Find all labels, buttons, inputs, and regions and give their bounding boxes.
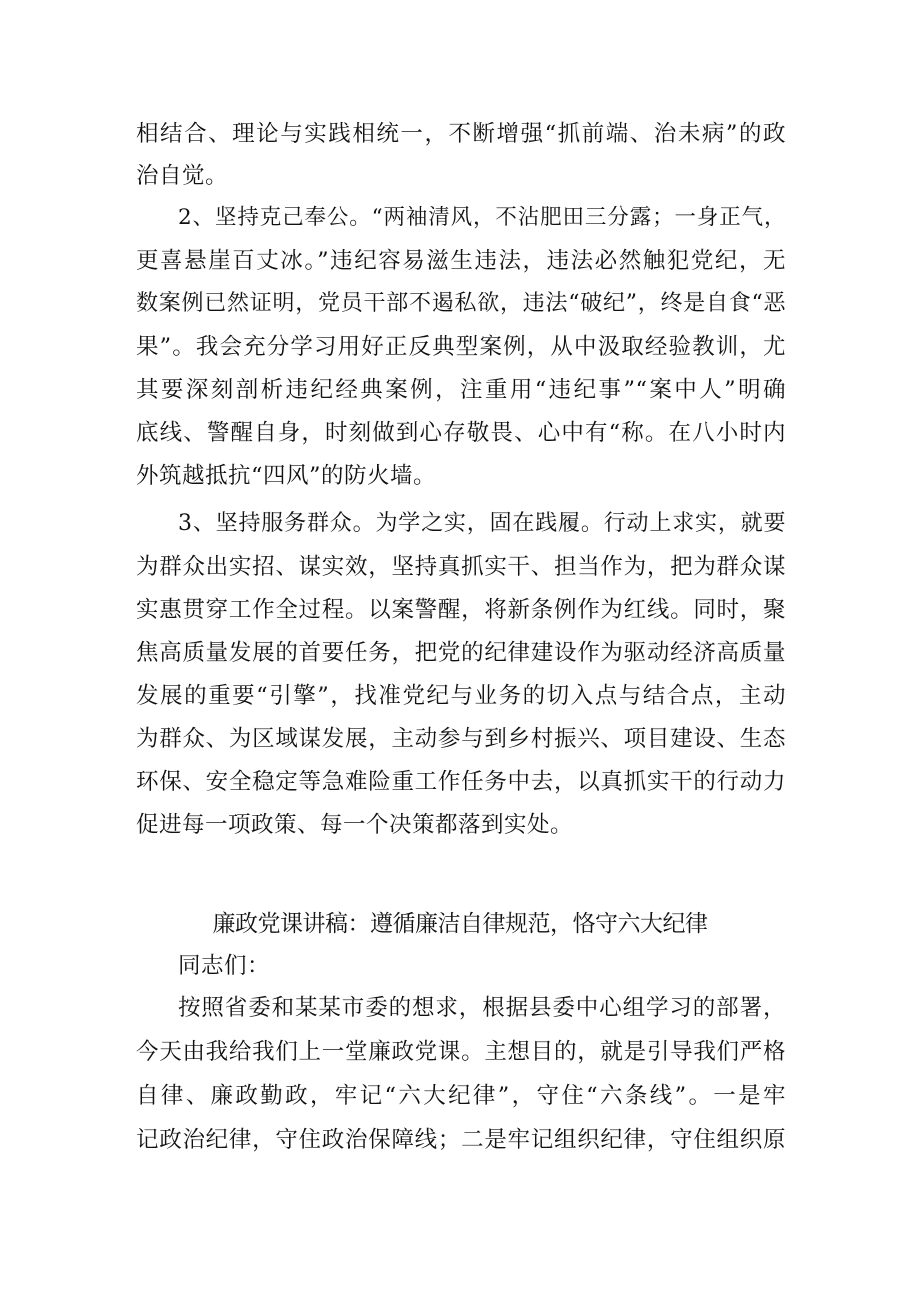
para3-line-6: 为群众、为区域谋发展，主动参与到乡村振兴、项目建设、生态 <box>136 726 786 752</box>
para3-line-5: 发展的重要“引擎”，找准党纪与业务的切入点与结合点，主动 <box>136 683 786 709</box>
para3-line-3: 实惠贯穿工作全过程。以案警醒，将新条例作为红线。同时，聚 <box>136 597 786 623</box>
para4-line-1: 按照省委和某某市委的想求，根据县委中心组学习的部署， <box>178 995 786 1021</box>
section-title: 廉政党课讲稿：遵循廉洁自律规范，恪守六大纪律 <box>212 911 708 937</box>
para1-line-1: 相结合、理论与实践相统一，不断增强“抓前端、治未病”的政 <box>136 121 786 147</box>
para3-line-4: 焦高质量发展的首要任务，把党的纪律建设作为驱动经济高质量 <box>136 640 786 666</box>
para3-line-2: 为群众出实招、谋实效，坚持真抓实干、担当作为，把为群众谋 <box>136 554 786 580</box>
para4-line-4: 记政治纪律，守住政治保障线；二是牢记组织纪律，守住组织原 <box>136 1127 786 1153</box>
para2-line-4: 果”。我会充分学习用好正反典型案例，从中汲取经验教训，尤 <box>136 334 786 360</box>
para2-line-5: 其要深刻剖析违纪经典案例，注重用“违纪事”“案中人”明确 <box>136 377 786 403</box>
para3-line-7: 环保、安全稳定等急难险重工作任务中去，以真抓实干的行动力 <box>136 769 786 795</box>
para4-line-2: 今天由我给我们上一堂廉政党课。主想目的，就是引导我们严格 <box>136 1039 786 1065</box>
para1-line-2: 治自觉。 <box>136 163 229 189</box>
salutation: 同志们： <box>178 953 271 979</box>
para2-line-2: 更喜悬崖百丈冰。”违纪容易滋生违法，违法必然触犯党纪，无 <box>136 248 786 274</box>
para4-line-3: 自律、廉政勤政，牢记“六大纪律”，守住“六条线”。一是牢 <box>136 1083 786 1109</box>
para2-line-6: 底线、警醒自身，时刻做到心存敬畏、心中有“称。在八小时内 <box>136 420 786 446</box>
para3-line-8: 促进每一项政策、每一个决策都落到实处。 <box>136 812 574 838</box>
para2-line-7: 外筑越抵抗“四风”的防火墙。 <box>136 463 437 489</box>
para2-line-3: 数案例已然证明，党员干部不遏私欲，违法“破纪”，终是自食“恶 <box>136 291 786 316</box>
para3-line-1: 3、坚持服务群众。为学之实，固在践履。行动上求实，就要 <box>178 511 786 536</box>
para2-line-1: 2、坚持克己奉公。“两袖清风，不沾肥田三分露；一身正气， <box>178 205 786 230</box>
